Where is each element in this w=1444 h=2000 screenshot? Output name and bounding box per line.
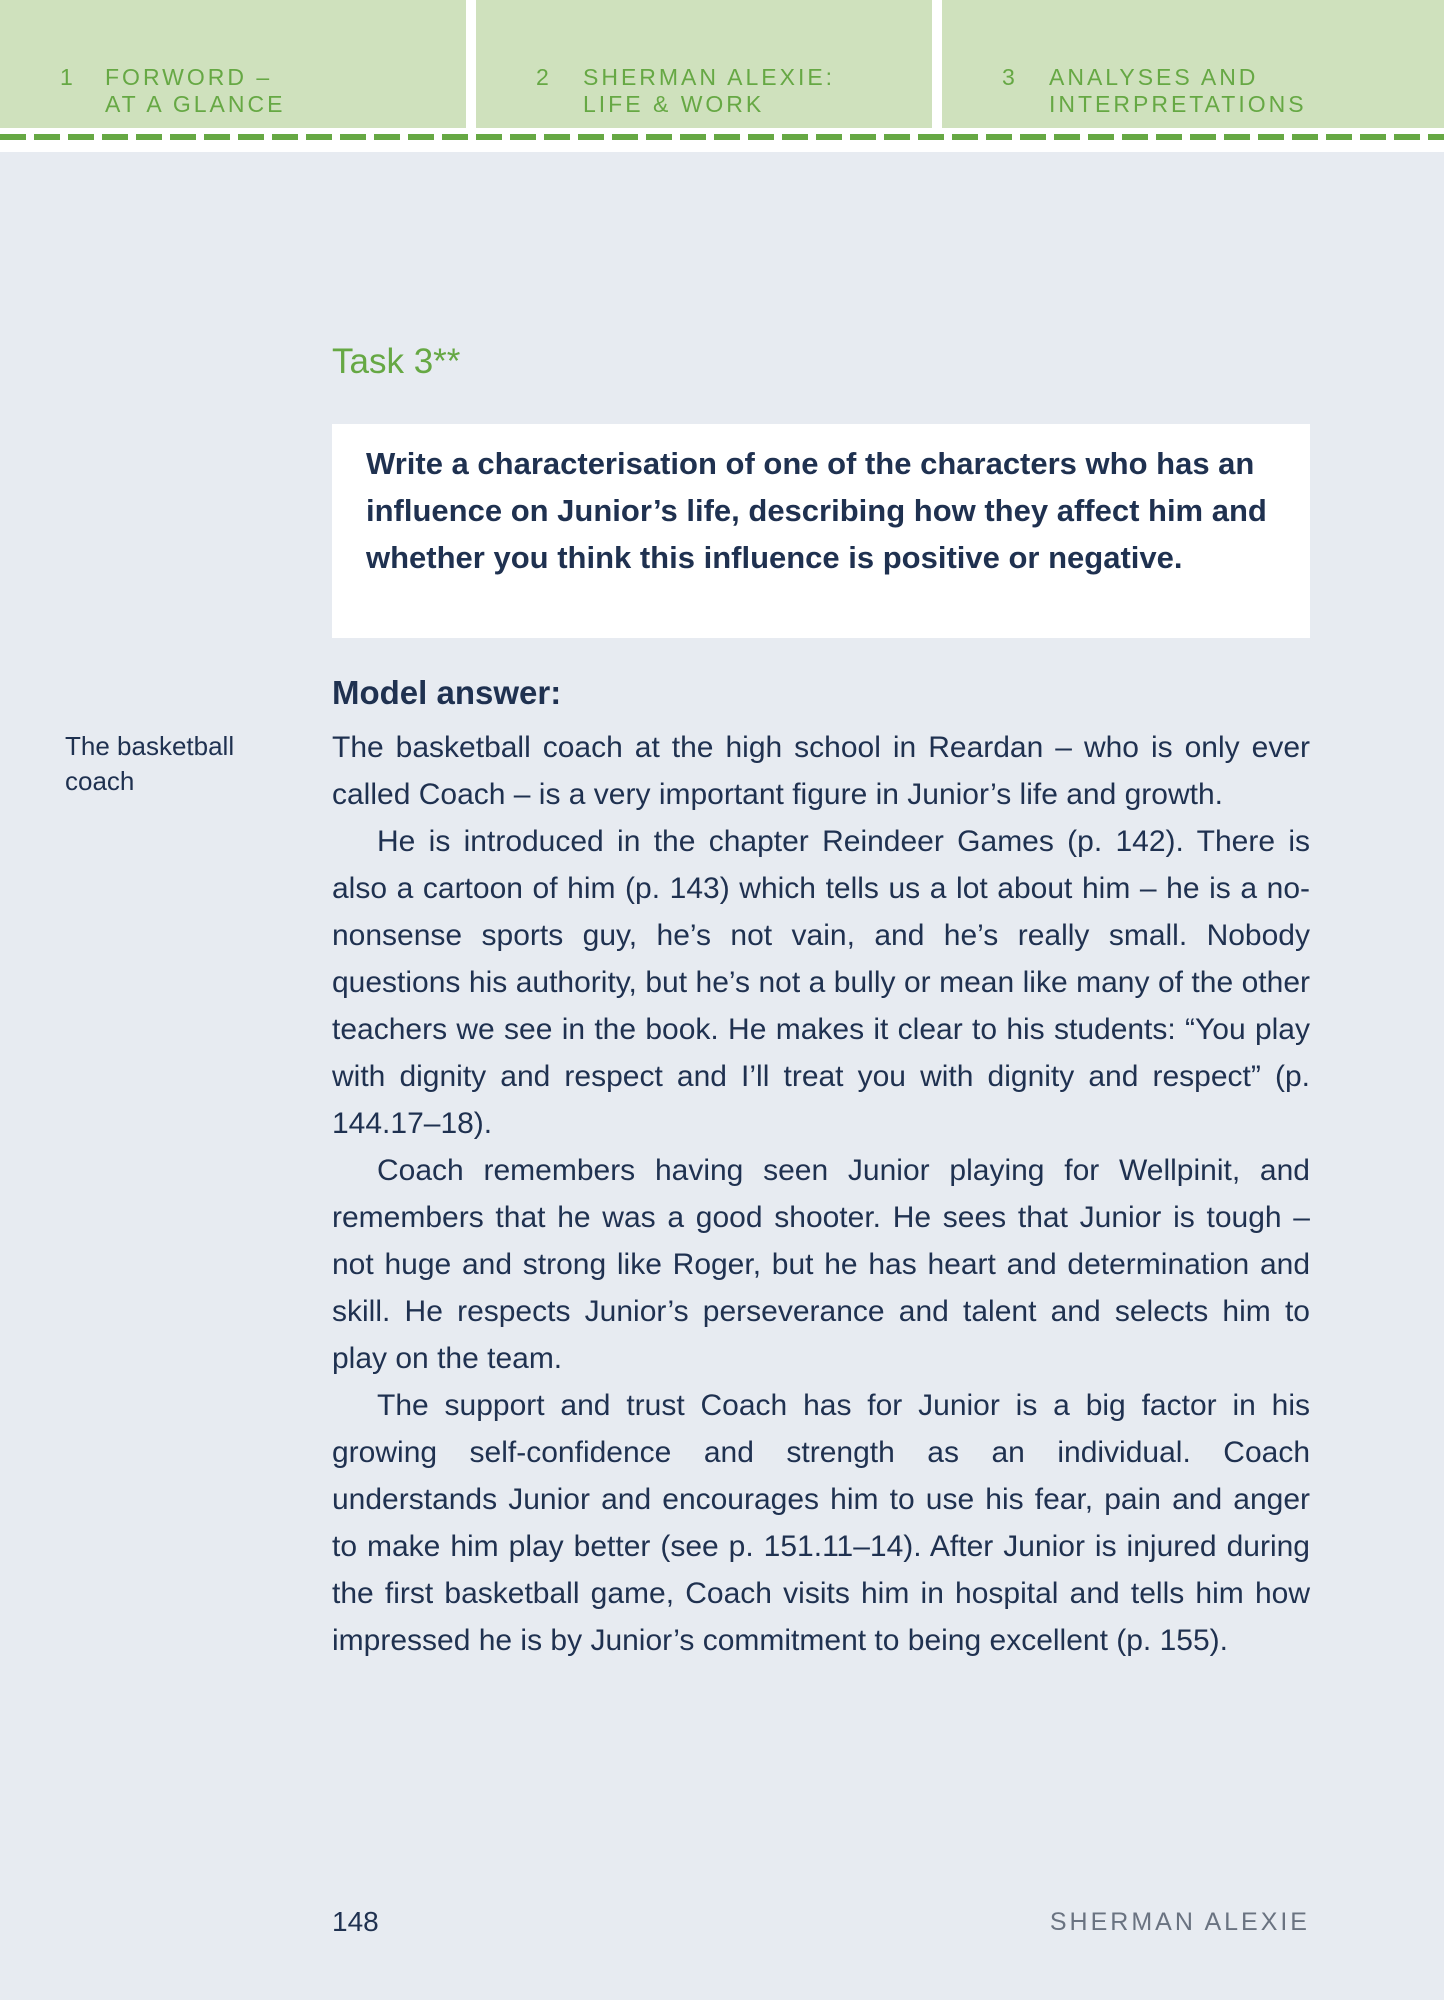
chapter-tab-title-line2: AT A GLANCE	[105, 91, 286, 117]
chapter-tab-title	[1049, 64, 1307, 118]
body-paragraph-2: He is introduced in the chapter Reindeer Games (p. 142). There is also a cartoon of him (p. 143) which tells us a lot about him – he is a no-nonsense sports guy, he’s not vain, and he’s really small. Nobody questions his authority, but he’s not a bully or mean like many of the other teachers we see in the book. He makes it clear to his students: “You play with dignity and respect and I’ll treat you with dignity and respect” (p. 144.17–18).	[332, 825, 1310, 1140]
chapter-tab-title-line1: ANALYSES AND	[1049, 64, 1259, 90]
chapter-tab-title-line2: LIFE & WORK	[583, 91, 765, 117]
chapter-tab-2[interactable]	[476, 0, 932, 128]
body-paragraph-1: The basketball coach at the high school in Reardan – who is only ever called Coach – is a very important figure in Junior’s life and growth.	[332, 731, 1310, 811]
task-heading: Task 3**	[332, 342, 461, 381]
chapter-tab-title-line1: SHERMAN ALEXIE:	[583, 64, 836, 90]
dashed-divider	[0, 134, 1444, 140]
chapter-tab-3[interactable]	[942, 0, 1444, 128]
page-number: 148	[332, 1906, 379, 1937]
chapter-tab-title-line1: FORWORD –	[105, 64, 273, 90]
chapter-tab-title	[105, 64, 285, 118]
chapter-tab-number: 1	[60, 64, 75, 90]
body-paragraph-3: Coach remembers having seen Junior playing for Wellpinit, and remembers that he was a good shooter. He sees that Junior is tough – not huge and strong like Roger, but he has heart and determination and skill. He respects Junior’s perseverance and talent and selects him to play on the team.	[332, 1154, 1310, 1375]
chapter-tab-number: 3	[1002, 64, 1017, 90]
chapter-tab-1[interactable]	[0, 0, 466, 128]
chapter-tab-number: 2	[536, 64, 551, 90]
chapter-tab-title-line2: INTERPRETATIONS	[1049, 91, 1307, 117]
model-answer-heading: Model answer:	[332, 674, 562, 711]
body-paragraph-4: The support and trust Coach has for Junior is a big factor in his growing self-confidence and strength as an individual. Coach understands Junior and encourages him to use his fear, pain and anger to make him play better (see p. 151.11–14). After Junior is injured during the first basketball game, Coach visits him in hospital and tells him how impressed he is by Junior’s commitment to being excellent (p. 155).	[332, 1389, 1310, 1657]
model-answer-body	[332, 724, 1310, 1664]
chapter-navigation-header	[0, 0, 1444, 152]
task-prompt-box	[332, 424, 1310, 638]
chapter-tab-title	[583, 64, 835, 118]
task-prompt-text: Write a characterisation of one of the characters who has an influence on Junior’s life, describing how they affect him and whether you think this influence is positive or negative.	[366, 446, 1267, 575]
running-footer-title: SHERMAN ALEXIE	[1049, 1908, 1310, 1936]
margin-note: The basketball coach	[65, 731, 235, 796]
